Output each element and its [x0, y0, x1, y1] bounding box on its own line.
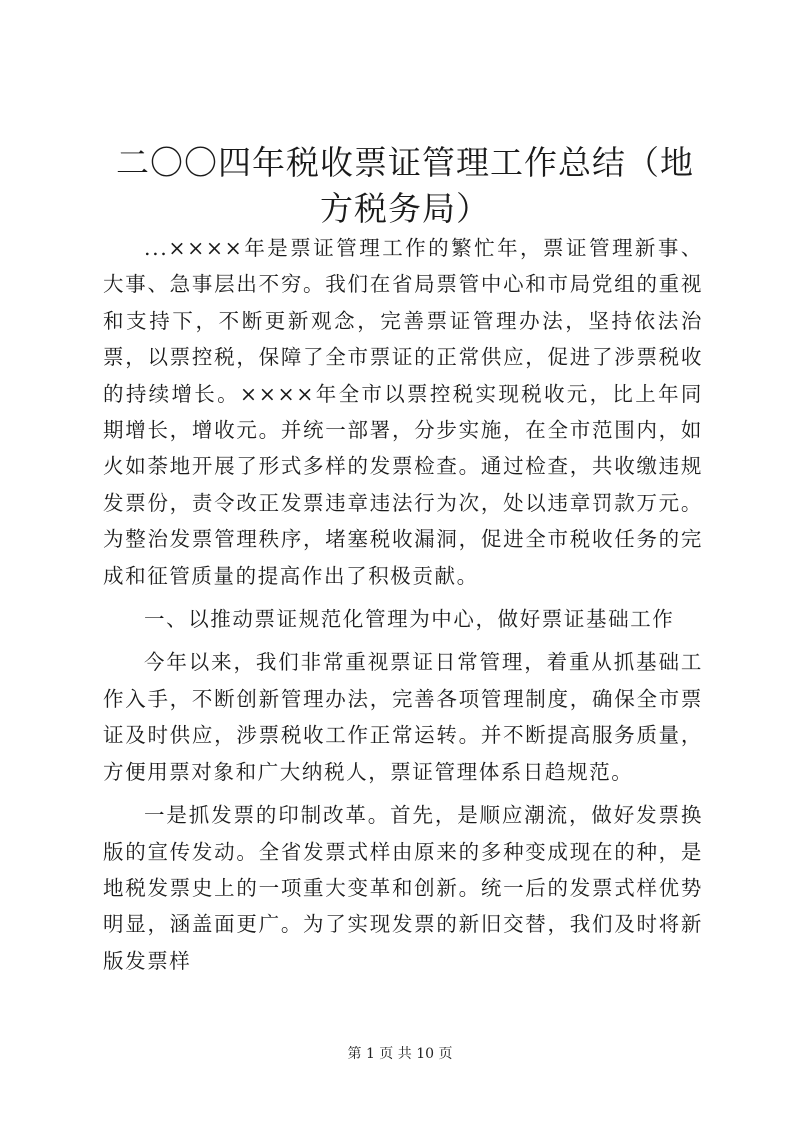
paragraph-section-1-body: 今年以来，我们非常重视票证日常管理，着重从抓基础工作入手，不断创新管理办法，完善各项管理制度，确保全市票证及时供应，涉票税收工作正常运转。并不断提高服务质量，方便用票对象和广大纳税人，票证管理体系日趋规范。 [103, 650, 703, 784]
paragraph-invoice-printing: 一是抓发票的印制改革。首先，是顺应潮流，做好发票换版的宣传发动。全省发票式样由原来的多种变成现在的种，是地税发票史上的一项重大变革和创新。统一后的发票式样优势明显，涵盖面更广。为了实现发票的新旧交替，我们及时将新版发票样 [103, 803, 703, 973]
document-body [103, 230, 703, 979]
document-title: 二〇〇四年税收票证管理工作总结（地方税务局） [116, 143, 694, 228]
section-heading-1: 一、以推动票证规范化管理为中心，做好票证基础工作 [144, 607, 675, 632]
page-footer: 第 1 页 共 10 页 [347, 1046, 453, 1062]
paragraph-intro: ...××××年是票证管理工作的繁忙年，票证管理新事、大事、急事层出不穷。我们在省局票管中心和市局党组的重视和支持下，不断更新观念，完善票证管理办法，坚持依法治票，以票控税，保障了全市票证的正常供应，促进了涉票税收的持续增长。××××年全市以票控税实现税收元，比上年同期增长，增收元。并统一部署，分步实施，在全市范围内，如火如荼地开展了形式多样的发票检查。通过检查，共收缴违规发票份，责令改正发票违章违法行为次，处以违章罚款万元。为整治发票管理秩序，堵塞税收漏洞，促进全市税收任务的完成和征管质量的提高作出了积极贡献。 [103, 236, 703, 588]
